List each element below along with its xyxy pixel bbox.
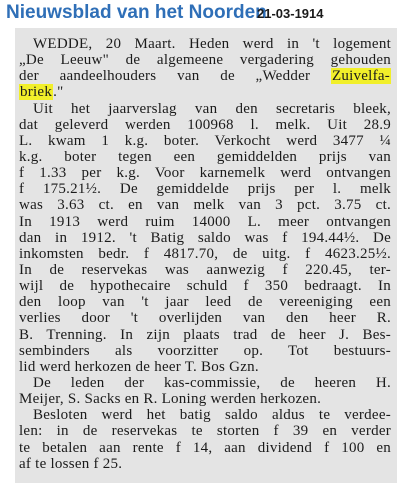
article-line-text: den loop van 't jaar leed de vereeniging een [19,294,391,311]
article-line-text: Besloten werd het batig saldo aldus te verdee- [33,407,391,424]
article-line [19,84,391,100]
article-line [19,149,391,165]
article-line-text: dat geleverd werden 100968 l. melk. Uit 28.9 [19,116,391,133]
article-line [19,36,391,52]
article-line-text: „De Leeuw" de algemeene vergadering gehouden [19,52,391,69]
article-line-text: WEDDE, 20 Maart. Heden werd in 't logement [33,36,391,52]
article-line-text: af te lossen f 25. [19,455,123,472]
article-line-text: In de reservekas was aanwezig f 220.45, ter- [19,261,391,278]
article-line [19,359,391,375]
article-line [19,327,391,343]
article-line [19,197,391,213]
article-line-text: inkomsten bedr. f 4817.70, de uitg. f 4623.25½. [19,245,391,262]
article-line [19,214,391,230]
newspaper-title: Nieuwsblad van het Noorden [6,2,267,23]
article-body [19,36,391,472]
article-line-text: k.g. boter tegen een gemiddelden prijs van [19,148,391,165]
article-line [19,68,391,84]
article-line-text: In 1913 werd ruim 14000 L. meer ontvangen [19,213,391,230]
article-line [19,101,391,117]
article-line-text: len: in de reservekas te storten f 39 en verder [19,423,391,440]
article-line [19,440,391,456]
article-line [19,278,391,294]
newspaper-clipping [15,28,397,483]
article-line [19,165,391,181]
article-line-text: sembinders als voorzitter op. Tot bestuurs- [19,342,391,359]
article-line [19,456,391,472]
article-line [19,230,391,246]
highlighted-text: Zuivelfa- [331,68,390,85]
article-line-text: f 1.33 per k.g. Voor karnemelk werd ontvangen [19,165,391,182]
article-line-text: f 175.21½. De gemiddelde prijs per l. melk [19,181,391,198]
article-line-text: dan in 1912. 't Batig saldo was f 194.44½. De [19,229,391,246]
highlighted-text: briek [20,84,53,101]
article-line [19,343,391,359]
publication-date: 21-03-1914 [257,6,324,21]
article-line-text: was 3.63 ct. en van melk van 3 pct. 3.75 ct. [19,197,391,214]
article-line-text: lid werd herkozen de heer T. Bos Gzn. [19,358,259,375]
article-line-text: L. kwam 1 k.g. boter. Verkocht werd 3477 ¼ [19,132,391,149]
article-line [19,375,391,391]
article-line [19,181,391,197]
article-line [19,133,391,149]
article-line [19,117,391,133]
article-line [19,294,391,310]
article-line-text: Uit het jaarverslag van den secretaris bleek, [33,100,391,117]
article-line-text: ." [53,84,64,101]
article-line [19,310,391,326]
article-line-text: te betalen aan rente f 14, aan dividend f 100 en [19,439,391,456]
article-line-text: B. Trenning. In zijn plaats trad de heer J. Bes- [19,326,391,343]
article-line [19,52,391,68]
article-line-text: der aandeelhouders van de „Wedder [19,68,331,85]
article-line [19,246,391,262]
article-line-text: verlies door 't overlijden van den heer R. [19,310,391,327]
article-line [19,391,391,407]
clipping-header [0,0,400,28]
article-line [19,407,391,423]
article-line-text: De leden der kas-commissie, de heeren H. [33,374,391,391]
article-line [19,423,391,439]
article-line-text: wijl de hypothecaire schuld f 350 bedraagt. In [19,278,391,295]
article-line [19,262,391,278]
article-line-text: Meijer, S. Sacks en R. Loning werden herkozen. [19,391,322,408]
